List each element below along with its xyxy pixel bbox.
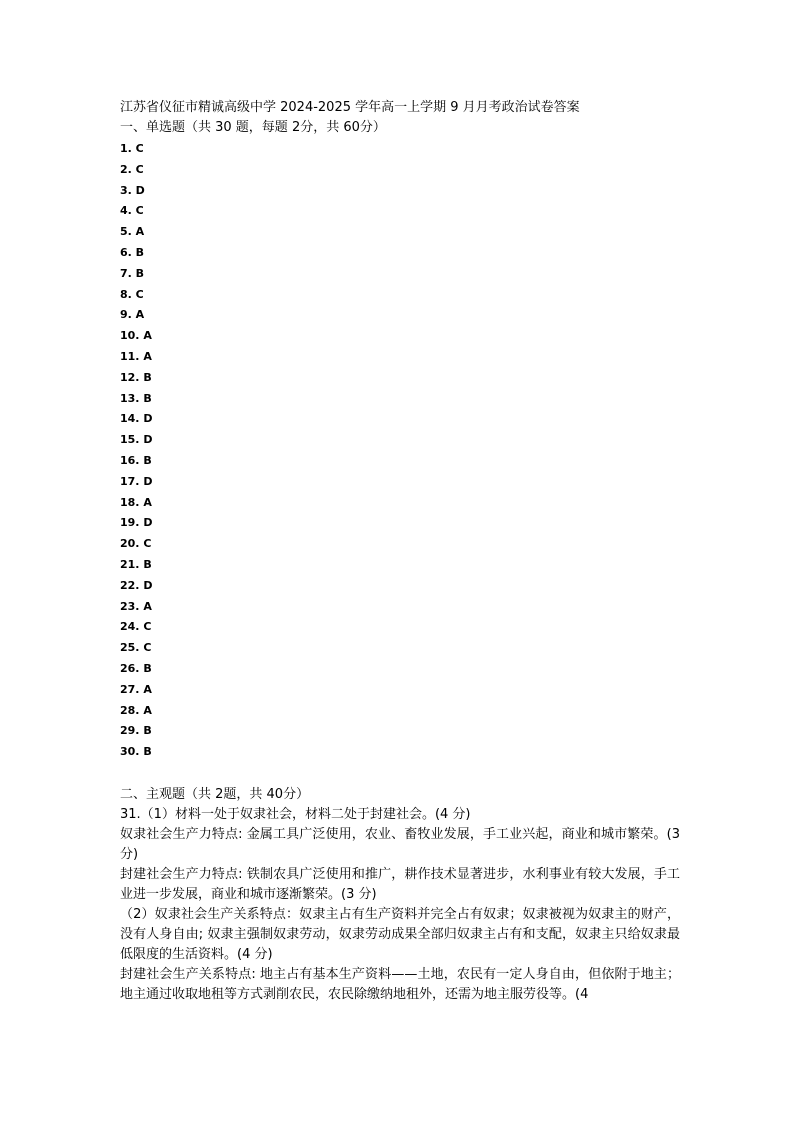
- answer-paragraph: （2）奴隶社会生产关系特点：奴隶主占有生产资料并完全占有奴隶；奴隶被视为奴隶主的财产，没有人身自由; 奴隶主强制奴隶劳动，奴隶劳动成果全部归奴隶主占有和支配，奴隶主只给奴隶最低限度的生活资料。(4 分): [120, 906, 680, 962]
- answer-item: 26. B: [120, 661, 152, 675]
- section-spacer: [120, 763, 680, 785]
- answer-item: 24. C: [120, 620, 152, 634]
- answer-item: 28. A: [120, 703, 152, 717]
- answer-item: 14. D: [120, 412, 153, 426]
- answer-item: 2. C: [120, 162, 144, 176]
- answer-item: 16. B: [120, 453, 152, 467]
- answer-item: 27. A: [120, 682, 152, 696]
- answer-paragraph: 奴隶社会生产力特点: 金属工具广泛使用，农业、畜牧业发展，手工业兴起，商业和城市繁荣。(3 分): [120, 826, 680, 862]
- section-heading-subjective: 二、主观题（共 2题，共 40分）: [120, 786, 310, 802]
- answer-paragraph: 31.（1）材料一处于奴隶社会，材料二处于封建社会。(4 分): [120, 806, 471, 822]
- answer-item: 12. B: [120, 370, 152, 384]
- answer-item: 17. D: [120, 474, 153, 488]
- answer-item: 4. C: [120, 204, 144, 218]
- answer-paragraph: 封建社会生产力特点: 铁制农具广泛使用和推广，耕作技术显著进步，水利事业有较大发展，手工业进一步发展，商业和城市逐渐繁荣。(3 分): [120, 866, 680, 902]
- answer-item: 30. B: [120, 745, 152, 759]
- answer-item: 10. A: [120, 329, 152, 343]
- answer-item: 13. B: [120, 391, 152, 405]
- answer-item: 3. D: [120, 183, 145, 197]
- document-title: 江苏省仪征市精诚高级中学 2024-2025 学年高一上学期 9 月月考政治试卷答案: [120, 100, 580, 115]
- answer-item: 18. A: [120, 495, 152, 509]
- answer-list: [120, 139, 680, 763]
- answer-item: 11. A: [120, 349, 152, 363]
- answer-item: 23. A: [120, 599, 152, 613]
- answer-item: 19. D: [120, 516, 153, 530]
- answer-item: 15. D: [120, 433, 153, 447]
- answer-item: 1. C: [120, 142, 144, 155]
- answer-item: 25. C: [120, 641, 152, 655]
- answer-item: 6. B: [120, 245, 145, 259]
- document-page: [120, 98, 680, 1005]
- answer-item: 29. B: [120, 724, 152, 738]
- answer-item: 7. B: [120, 266, 145, 280]
- answer-item: 5. A: [120, 225, 145, 239]
- section-heading-single-choice: 一、单选题（共 30 题，每题 2分，共 60分）: [120, 120, 386, 135]
- answer-item: 9. A: [120, 308, 145, 322]
- answer-item: 21. B: [120, 557, 152, 571]
- answer-item: 8. C: [120, 287, 144, 301]
- answer-item: 20. C: [120, 537, 152, 551]
- answer-item: 22. D: [120, 578, 153, 592]
- answer-paragraph: 封建社会生产关系特点: 地主占有基本生产资料——土地，农民有一定人身自由，但依附于地主；地主通过收取地租等方式剥削农民，农民除缴纳地租外，还需为地主服劳役等。(4: [120, 966, 680, 1002]
